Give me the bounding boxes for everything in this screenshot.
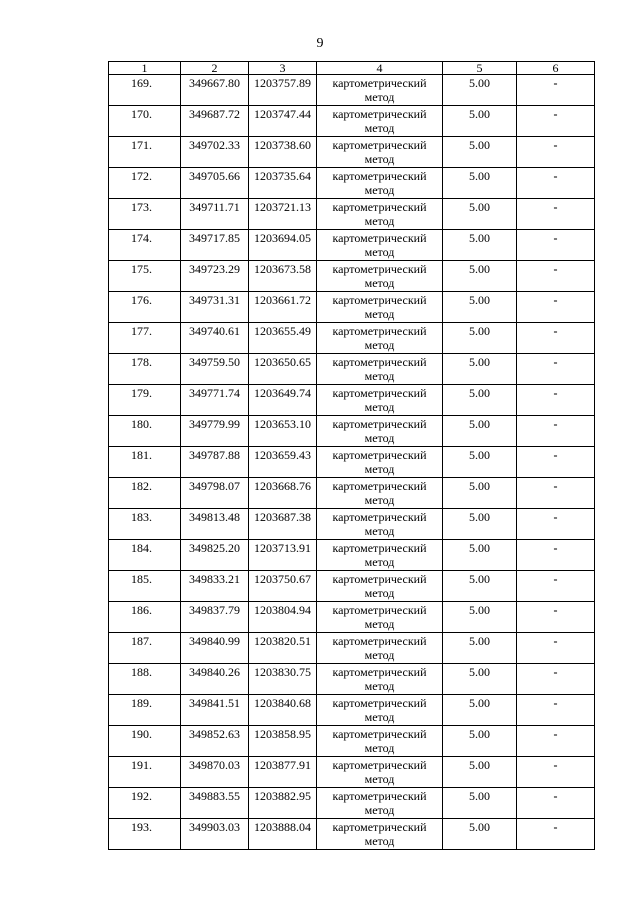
note-cell: - <box>517 819 595 850</box>
accuracy-cell: 5.00 <box>443 137 517 168</box>
point-number-cell: 181. <box>109 447 181 478</box>
method-cell: картометрический метод <box>317 106 443 137</box>
x-coordinate-cell: 349840.99 <box>181 633 249 664</box>
x-coordinate-cell: 349837.79 <box>181 602 249 633</box>
accuracy-cell: 5.00 <box>443 509 517 540</box>
table-row <box>109 664 595 695</box>
table-row <box>109 540 595 571</box>
method-cell: картометрический метод <box>317 75 443 106</box>
x-coordinate-cell: 349771.74 <box>181 385 249 416</box>
point-number-cell: 173. <box>109 199 181 230</box>
note-cell: - <box>517 540 595 571</box>
note-cell: - <box>517 664 595 695</box>
x-coordinate-cell: 349731.31 <box>181 292 249 323</box>
method-cell: картометрический метод <box>317 633 443 664</box>
note-cell: - <box>517 168 595 199</box>
x-coordinate-cell: 349825.20 <box>181 540 249 571</box>
point-number-cell: 169. <box>109 75 181 106</box>
point-number-cell: 190. <box>109 726 181 757</box>
y-coordinate-cell: 1203750.67 <box>249 571 317 602</box>
point-number-cell: 174. <box>109 230 181 261</box>
table-row <box>109 75 595 106</box>
method-cell: картометрический метод <box>317 292 443 323</box>
method-cell: картометрический метод <box>317 602 443 633</box>
point-number-cell: 177. <box>109 323 181 354</box>
y-coordinate-cell: 1203673.58 <box>249 261 317 292</box>
method-cell: картометрический метод <box>317 168 443 199</box>
note-cell: - <box>517 788 595 819</box>
column-header-4: 4 <box>317 62 443 75</box>
x-coordinate-cell: 349711.71 <box>181 199 249 230</box>
x-coordinate-cell: 349870.03 <box>181 757 249 788</box>
point-number-cell: 188. <box>109 664 181 695</box>
table-row <box>109 571 595 602</box>
accuracy-cell: 5.00 <box>443 75 517 106</box>
x-coordinate-cell: 349667.80 <box>181 75 249 106</box>
note-cell: - <box>517 199 595 230</box>
table-row <box>109 509 595 540</box>
accuracy-cell: 5.00 <box>443 633 517 664</box>
note-cell: - <box>517 726 595 757</box>
x-coordinate-cell: 349717.85 <box>181 230 249 261</box>
column-header-2: 2 <box>181 62 249 75</box>
column-header-3: 3 <box>249 62 317 75</box>
table-row <box>109 106 595 137</box>
y-coordinate-cell: 1203757.89 <box>249 75 317 106</box>
point-number-cell: 185. <box>109 571 181 602</box>
y-coordinate-cell: 1203840.68 <box>249 695 317 726</box>
accuracy-cell: 5.00 <box>443 602 517 633</box>
method-cell: картометрический метод <box>317 137 443 168</box>
point-number-cell: 179. <box>109 385 181 416</box>
accuracy-cell: 5.00 <box>443 199 517 230</box>
accuracy-cell: 5.00 <box>443 447 517 478</box>
method-cell: картометрический метод <box>317 447 443 478</box>
point-number-cell: 182. <box>109 478 181 509</box>
y-coordinate-cell: 1203820.51 <box>249 633 317 664</box>
table-row <box>109 478 595 509</box>
note-cell: - <box>517 571 595 602</box>
accuracy-cell: 5.00 <box>443 478 517 509</box>
x-coordinate-cell: 349705.66 <box>181 168 249 199</box>
y-coordinate-cell: 1203659.43 <box>249 447 317 478</box>
y-coordinate-cell: 1203877.91 <box>249 757 317 788</box>
note-cell: - <box>517 633 595 664</box>
point-number-cell: 192. <box>109 788 181 819</box>
method-cell: картометрический метод <box>317 509 443 540</box>
accuracy-cell: 5.00 <box>443 323 517 354</box>
y-coordinate-cell: 1203694.05 <box>249 230 317 261</box>
x-coordinate-cell: 349723.29 <box>181 261 249 292</box>
x-coordinate-cell: 349840.26 <box>181 664 249 695</box>
table-row <box>109 354 595 385</box>
accuracy-cell: 5.00 <box>443 695 517 726</box>
note-cell: - <box>517 137 595 168</box>
table-row <box>109 447 595 478</box>
method-cell: картометрический метод <box>317 354 443 385</box>
y-coordinate-cell: 1203735.64 <box>249 168 317 199</box>
note-cell: - <box>517 602 595 633</box>
table-row <box>109 633 595 664</box>
method-cell: картометрический метод <box>317 385 443 416</box>
method-cell: картометрический метод <box>317 571 443 602</box>
method-cell: картометрический метод <box>317 819 443 850</box>
note-cell: - <box>517 75 595 106</box>
y-coordinate-cell: 1203655.49 <box>249 323 317 354</box>
x-coordinate-cell: 349883.55 <box>181 788 249 819</box>
x-coordinate-cell: 349852.63 <box>181 726 249 757</box>
note-cell: - <box>517 416 595 447</box>
y-coordinate-cell: 1203650.65 <box>249 354 317 385</box>
column-header-5: 5 <box>443 62 517 75</box>
table-row <box>109 137 595 168</box>
accuracy-cell: 5.00 <box>443 292 517 323</box>
point-number-cell: 191. <box>109 757 181 788</box>
method-cell: картометрический метод <box>317 416 443 447</box>
x-coordinate-cell: 349798.07 <box>181 478 249 509</box>
accuracy-cell: 5.00 <box>443 261 517 292</box>
accuracy-cell: 5.00 <box>443 416 517 447</box>
x-coordinate-cell: 349702.33 <box>181 137 249 168</box>
accuracy-cell: 5.00 <box>443 354 517 385</box>
accuracy-cell: 5.00 <box>443 540 517 571</box>
point-number-cell: 178. <box>109 354 181 385</box>
point-number-cell: 184. <box>109 540 181 571</box>
y-coordinate-cell: 1203661.72 <box>249 292 317 323</box>
table-row <box>109 695 595 726</box>
note-cell: - <box>517 261 595 292</box>
x-coordinate-cell: 349833.21 <box>181 571 249 602</box>
column-header-6: 6 <box>517 62 595 75</box>
table-row <box>109 602 595 633</box>
accuracy-cell: 5.00 <box>443 757 517 788</box>
y-coordinate-cell: 1203687.38 <box>249 509 317 540</box>
y-coordinate-cell: 1203738.60 <box>249 137 317 168</box>
table-row <box>109 788 595 819</box>
y-coordinate-cell: 1203713.91 <box>249 540 317 571</box>
accuracy-cell: 5.00 <box>443 664 517 695</box>
y-coordinate-cell: 1203649.74 <box>249 385 317 416</box>
point-number-cell: 176. <box>109 292 181 323</box>
accuracy-cell: 5.00 <box>443 106 517 137</box>
x-coordinate-cell: 349740.61 <box>181 323 249 354</box>
method-cell: картометрический метод <box>317 664 443 695</box>
y-coordinate-cell: 1203668.76 <box>249 478 317 509</box>
point-number-cell: 172. <box>109 168 181 199</box>
y-coordinate-cell: 1203888.04 <box>249 819 317 850</box>
note-cell: - <box>517 292 595 323</box>
method-cell: картометрический метод <box>317 323 443 354</box>
y-coordinate-cell: 1203882.95 <box>249 788 317 819</box>
method-cell: картометрический метод <box>317 230 443 261</box>
x-coordinate-cell: 349759.50 <box>181 354 249 385</box>
x-coordinate-cell: 349687.72 <box>181 106 249 137</box>
point-number-cell: 193. <box>109 819 181 850</box>
table-row <box>109 757 595 788</box>
table-row <box>109 416 595 447</box>
table-row <box>109 168 595 199</box>
table-row <box>109 199 595 230</box>
y-coordinate-cell: 1203858.95 <box>249 726 317 757</box>
y-coordinate-cell: 1203721.13 <box>249 199 317 230</box>
table-row <box>109 726 595 757</box>
method-cell: картометрический метод <box>317 788 443 819</box>
x-coordinate-cell: 349813.48 <box>181 509 249 540</box>
point-number-cell: 189. <box>109 695 181 726</box>
note-cell: - <box>517 757 595 788</box>
table-header-row <box>109 62 595 75</box>
accuracy-cell: 5.00 <box>443 168 517 199</box>
table-row <box>109 292 595 323</box>
table-row <box>109 385 595 416</box>
note-cell: - <box>517 509 595 540</box>
table-row <box>109 261 595 292</box>
x-coordinate-cell: 349903.03 <box>181 819 249 850</box>
y-coordinate-cell: 1203804.94 <box>249 602 317 633</box>
accuracy-cell: 5.00 <box>443 385 517 416</box>
y-coordinate-cell: 1203830.75 <box>249 664 317 695</box>
method-cell: картометрический метод <box>317 695 443 726</box>
y-coordinate-cell: 1203653.10 <box>249 416 317 447</box>
accuracy-cell: 5.00 <box>443 230 517 261</box>
accuracy-cell: 5.00 <box>443 788 517 819</box>
table-row <box>109 230 595 261</box>
table-row <box>109 323 595 354</box>
method-cell: картометрический метод <box>317 540 443 571</box>
point-number-cell: 183. <box>109 509 181 540</box>
method-cell: картометрический метод <box>317 757 443 788</box>
method-cell: картометрический метод <box>317 726 443 757</box>
accuracy-cell: 5.00 <box>443 726 517 757</box>
note-cell: - <box>517 354 595 385</box>
x-coordinate-cell: 349787.88 <box>181 447 249 478</box>
point-number-cell: 187. <box>109 633 181 664</box>
point-number-cell: 180. <box>109 416 181 447</box>
x-coordinate-cell: 349779.99 <box>181 416 249 447</box>
note-cell: - <box>517 385 595 416</box>
point-number-cell: 175. <box>109 261 181 292</box>
column-header-1: 1 <box>109 62 181 75</box>
point-number-cell: 170. <box>109 106 181 137</box>
point-number-cell: 186. <box>109 602 181 633</box>
table-body <box>109 75 595 850</box>
method-cell: картометрический метод <box>317 478 443 509</box>
y-coordinate-cell: 1203747.44 <box>249 106 317 137</box>
x-coordinate-cell: 349841.51 <box>181 695 249 726</box>
note-cell: - <box>517 478 595 509</box>
note-cell: - <box>517 447 595 478</box>
coordinates-table <box>108 61 595 850</box>
note-cell: - <box>517 695 595 726</box>
note-cell: - <box>517 106 595 137</box>
method-cell: картометрический метод <box>317 199 443 230</box>
accuracy-cell: 5.00 <box>443 571 517 602</box>
accuracy-cell: 5.00 <box>443 819 517 850</box>
note-cell: - <box>517 323 595 354</box>
page-number: 9 <box>316 36 324 51</box>
point-number-cell: 171. <box>109 137 181 168</box>
method-cell: картометрический метод <box>317 261 443 292</box>
note-cell: - <box>517 230 595 261</box>
table-row <box>109 819 595 850</box>
